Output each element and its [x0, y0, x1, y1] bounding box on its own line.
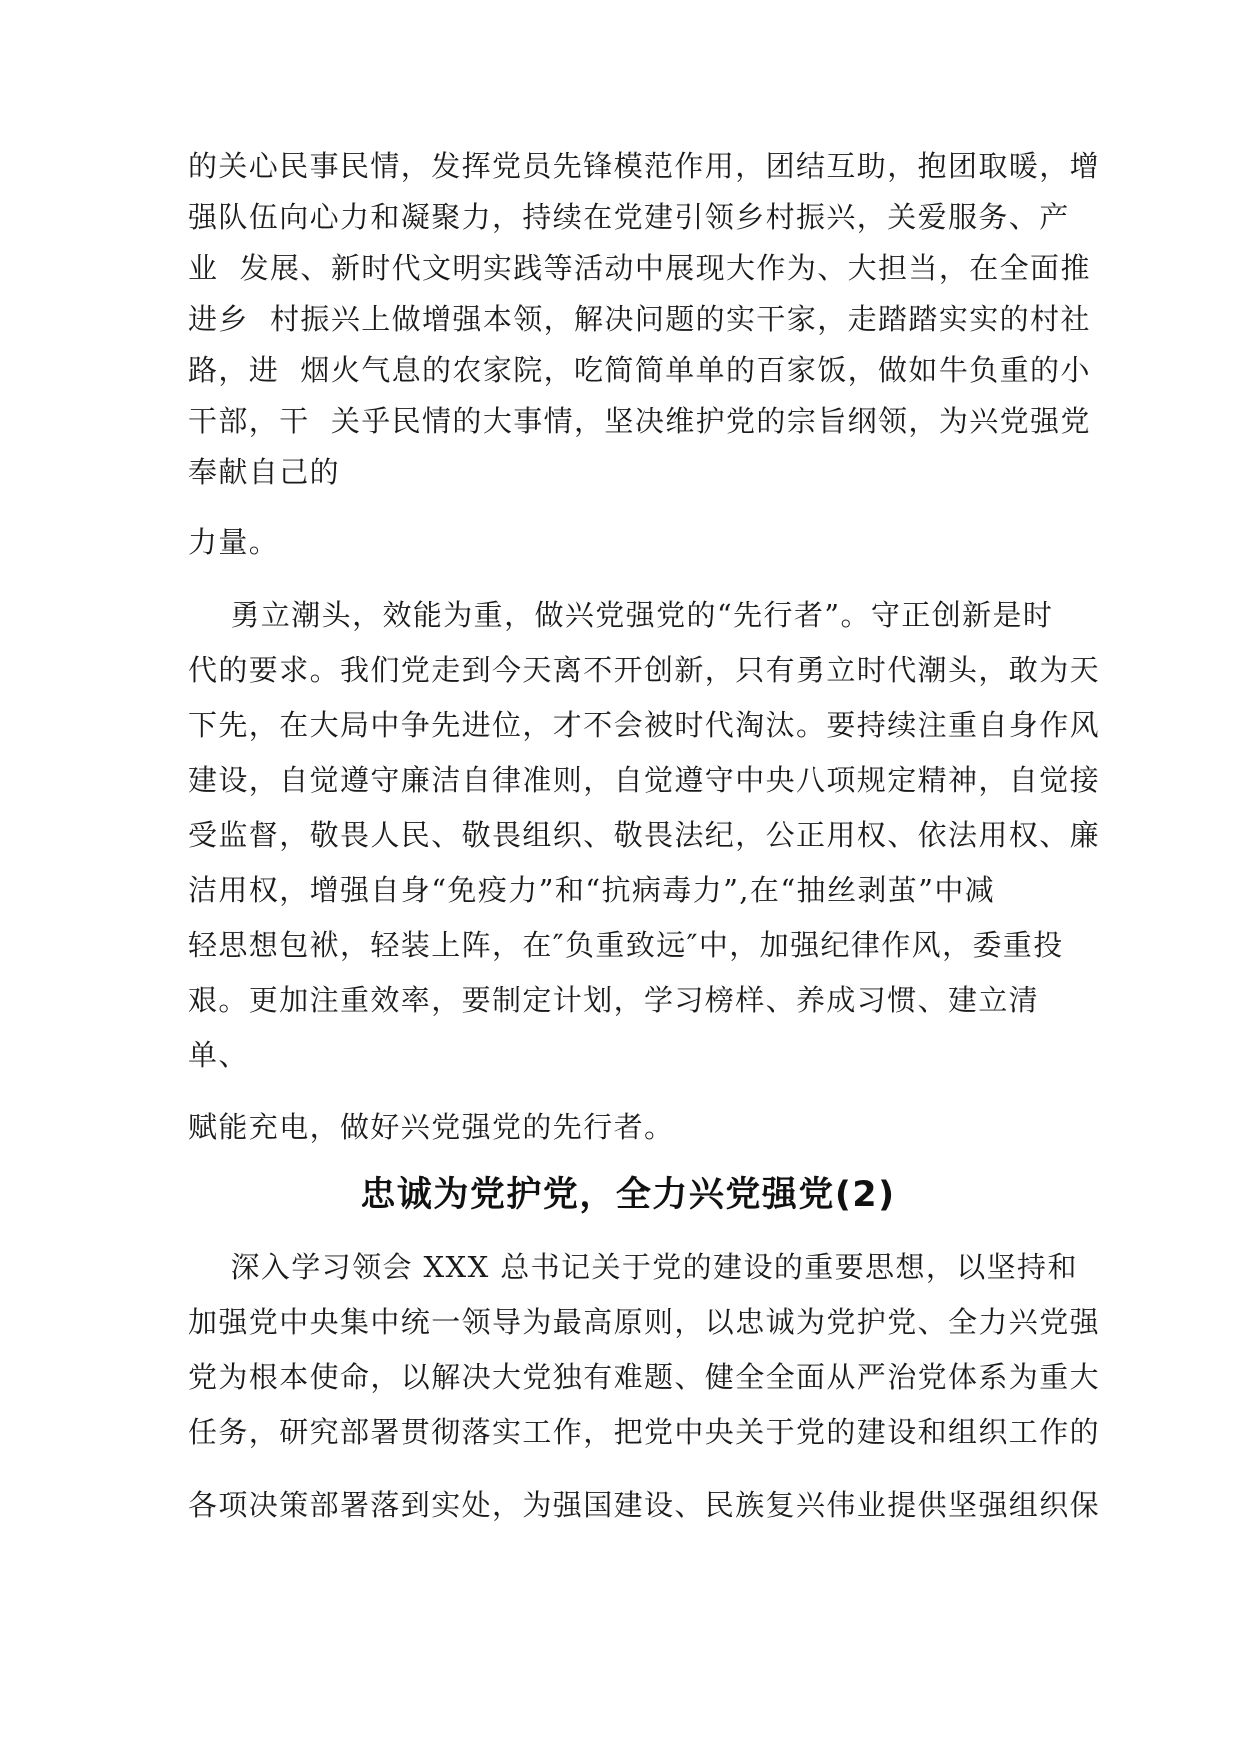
paragraph-line: 代的要求。我们党走到今天离不开创新，只有勇立时代潮头，敢为天	[188, 653, 1101, 687]
paragraph-line: 的关心民事民情，发挥党员先锋模范作用，团结互助，抱团取暖，增	[188, 149, 1101, 183]
paragraph-line: 干部，干 关乎民情的大事情，坚决维护党的宗旨纲领，为兴党强党	[188, 404, 1091, 438]
paragraph-line: 下先，在大局中争先进位，才不会被时代淘汰。要持续注重自身作风	[188, 708, 1101, 742]
paragraph-line: 洁用权，增强自身“免疫力”和“抗病毒力”,在“抽丝剥茧”中减	[188, 873, 996, 907]
paragraph-line: 建设，自觉遵守廉洁自律准则，自觉遵守中央八项规定精神，自觉接	[188, 763, 1101, 797]
paragraph-line: 各项决策部署落到实处，为强国建设、民族复兴伟业提供坚强组织保	[188, 1488, 1101, 1522]
paragraph-line: 勇立潮头，效能为重，做兴党强党的“先行者”。守正创新是时	[188, 598, 1054, 632]
paragraph-line: 力量。	[188, 525, 280, 559]
paragraph-line: 单、	[188, 1038, 249, 1072]
paragraph-line: 任务，研究部署贯彻落实工作，把党中央关于党的建设和组织工作的	[188, 1415, 1101, 1449]
paragraph-line: 业 发展、新时代文明实践等活动中展现大作为、大担当，在全面推	[188, 251, 1091, 285]
paragraph-line: 党为根本使命，以解决大党独有难题、健全全面从严治党体系为重大	[188, 1360, 1101, 1394]
paragraph-line: 奉献自己的	[188, 455, 341, 489]
section-heading: 忠诚为党护党，全力兴党强党(2)	[360, 1175, 896, 1215]
paragraph-line: 赋能充电，做好兴党强党的先行者。	[188, 1110, 675, 1144]
paragraph-line: 进乡 村振兴上做增强本领，解决问题的实干家，走踏踏实实的村社	[188, 302, 1091, 336]
paragraph-line: 加强党中央集中统一领导为最高原则，以忠诚为党护党、全力兴党强	[188, 1305, 1101, 1339]
paragraph-line: 深入学习领会 XXX 总书记关于党的建设的重要思想，以坚持和	[188, 1250, 1078, 1284]
paragraph-line: 强队伍向心力和凝聚力，持续在党建引领乡村振兴，关爱服务、产	[188, 200, 1070, 234]
paragraph-line: 受监督，敬畏人民、敬畏组织、敬畏法纪，公正用权、依法用权、廉	[188, 818, 1101, 852]
paragraph-line: 艰。更加注重效率，要制定计划，学习榜样、养成习惯、建立清	[188, 983, 1040, 1017]
paragraph-line: 轻思想包袱，轻装上阵，在″负重致远″中，加强纪律作风，委重投	[188, 928, 1064, 962]
paragraph-line: 路，进 烟火气息的农家院，吃简简单单的百家饭，做如牛负重的小	[188, 353, 1091, 387]
